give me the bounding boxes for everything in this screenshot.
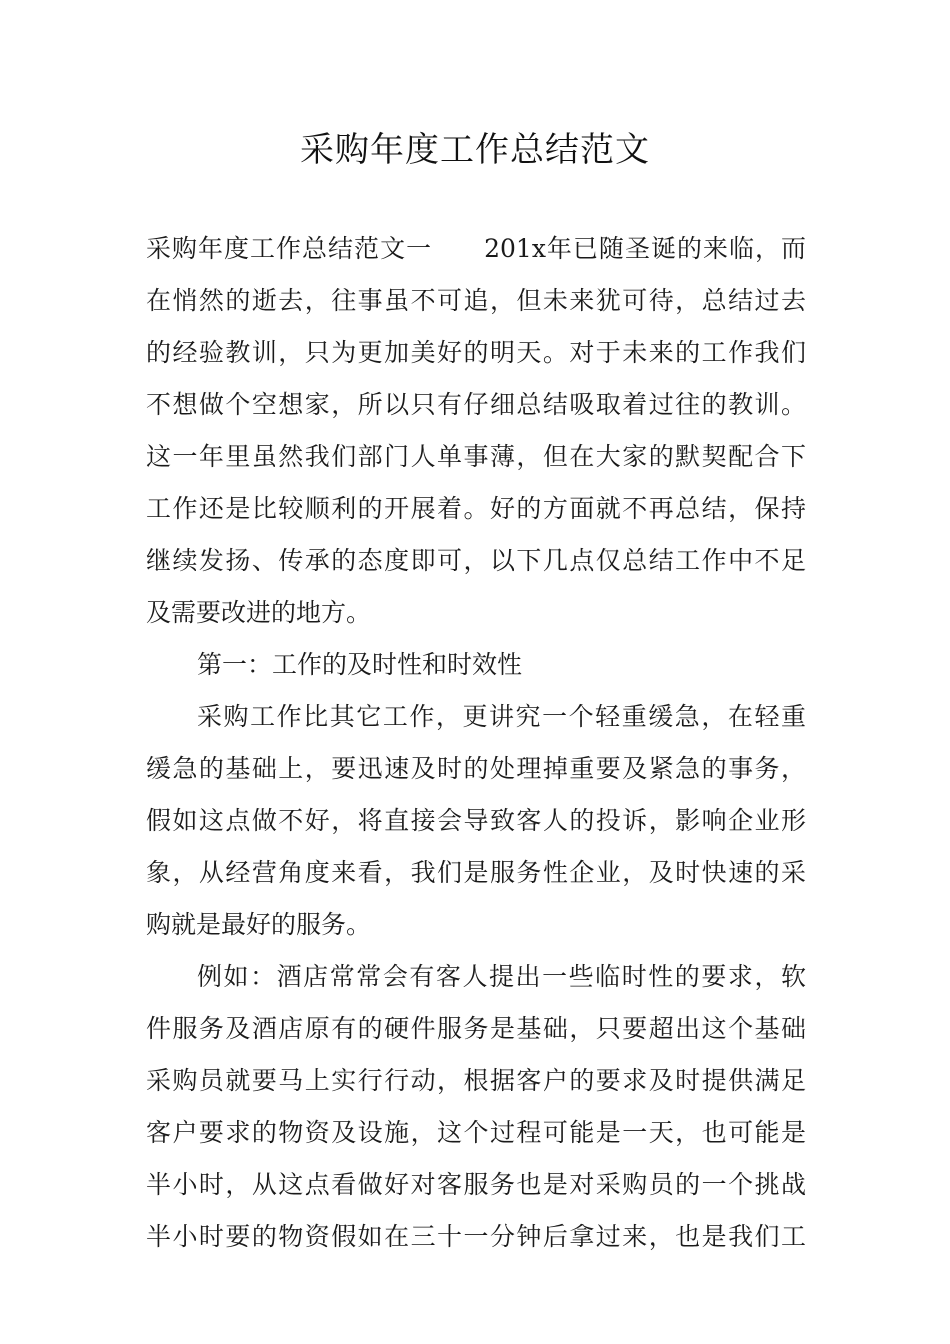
body-line: 采购工作比其它工作，更讲究一个轻重缓急，在轻重 <box>197 702 806 731</box>
body-line: 客户要求的物资及设施，这个过程可能是一天，也可能是 <box>146 1118 806 1147</box>
body-line: 的经验教训，只为更加美好的明天。对于未来的工作我们 <box>146 338 806 367</box>
body-line: 这一年里虽然我们部门人单事薄，但在大家的默契配合下 <box>146 442 806 471</box>
body-line: 及需要改进的地方。 <box>146 598 372 627</box>
body-line: 不想做个空想家，所以只有仔细总结吸取着过往的教训。 <box>146 390 806 419</box>
body-line: 件服务及酒店原有的硬件服务是基础，只要超出这个基础 <box>146 1014 806 1043</box>
body-line: 半小时，从这点看做好对客服务也是对采购员的一个挑战 <box>146 1170 806 1199</box>
section-heading: 第一：工作的及时性和时效性 <box>197 650 523 679</box>
body-line: 在悄然的逝去，往事虽不可追，但未来犹可待，总结过去 <box>146 286 806 315</box>
body-line: 假如这点做不好，将直接会导致客人的投诉，影响企业形 <box>146 806 806 835</box>
body-line: 象，从经营角度来看，我们是服务性企业，及时快速的采 <box>146 858 806 887</box>
body-line: 采购员就要马上实行行动，根据客户的要求及时提供满足 <box>146 1066 806 1095</box>
body-line: 缓急的基础上，要迅速及时的处理掉重要及紧急的事务， <box>146 754 806 783</box>
body-line: 购就是最好的服务。 <box>146 910 372 939</box>
body-line: 半小时要的物资假如在三十一分钟后拿过来，也是我们工 <box>146 1222 806 1251</box>
document-title: 采购年度工作总结范文 <box>300 130 650 170</box>
body-line: 采购年度工作总结范文一 201x年已随圣诞的来临，而 <box>146 234 806 263</box>
body-line: 工作还是比较顺利的开展着。好的方面就不再总结，保持 <box>146 494 806 523</box>
body-line: 继续发扬、传承的态度即可，以下几点仅总结工作中不足 <box>146 546 806 575</box>
body-line: 例如：酒店常常会有客人提出一些临时性的要求，软 <box>197 962 806 991</box>
